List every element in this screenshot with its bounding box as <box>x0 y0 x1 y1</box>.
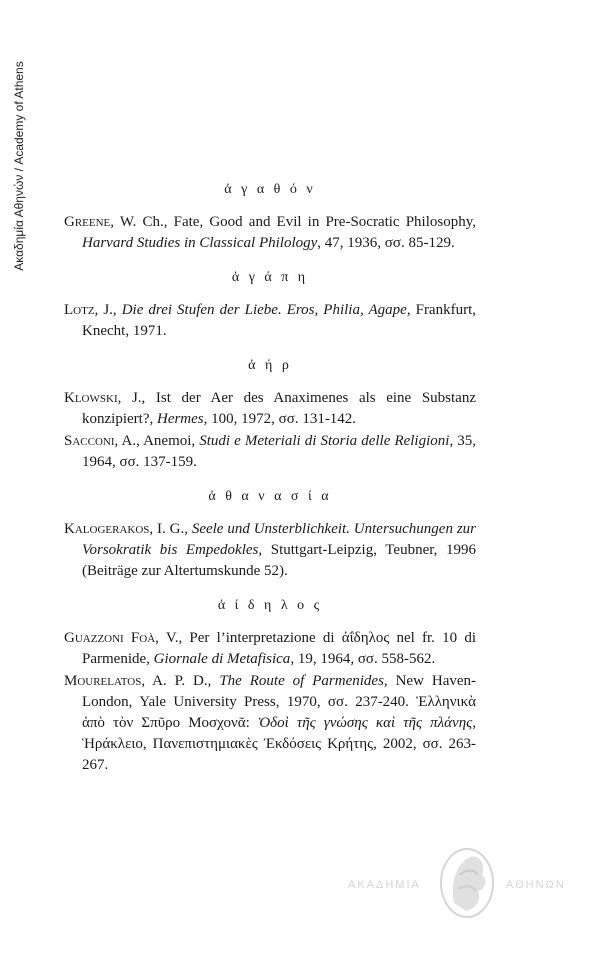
entry-tail-greek: , Ἡράκλειο, Πανεπιστημιακὲς Ἐκδόσεις Κρήτης, 2002, σσ. 263-267. <box>82 715 476 773</box>
entry-list <box>64 628 476 776</box>
bibliography-entry <box>64 212 476 254</box>
entry-list <box>64 300 476 342</box>
section-athanasia <box>64 489 476 582</box>
entry-text: , A. P. D., <box>141 673 220 689</box>
entry-tail: , 47, 1936, σσ. 85-129. <box>317 235 455 251</box>
section-aidelos <box>64 598 476 776</box>
entry-author: Greene <box>64 214 111 230</box>
entry-text: , I. G., <box>149 521 192 537</box>
bibliography-entry <box>64 628 476 670</box>
entry-list <box>64 212 476 254</box>
bibliography-page <box>64 182 476 792</box>
entry-journal: Studi e Meteriali di Storia delle Religioni <box>199 433 450 449</box>
section-heading: ἀ ί δ η λ ο ς <box>217 598 323 613</box>
sidebar-note <box>4 46 34 286</box>
sidebar-note-text: Ακαδημία Αθηνών / Academy of Athens <box>12 61 26 271</box>
entry-text: , V., Per l’interpretazione di ἀΐδηλος nel fr. 10 di Parmenide, <box>82 630 476 667</box>
entry-list <box>64 388 476 473</box>
entry-text: , J., <box>94 302 122 318</box>
entry-tail: , 35, 1964, σσ. 137-159. <box>82 433 477 470</box>
entry-text: , J., Ist der Aer des Anaximenes als eine Substanz konzipiert?, <box>82 390 476 427</box>
section-heading: ἀ γ α θ ό ν <box>224 182 316 197</box>
entry-journal: The Route of Parmenides <box>219 673 384 689</box>
entry-author: Mourelatos <box>64 673 142 689</box>
entry-author: Klowski <box>64 390 118 406</box>
entry-journal-greek: Ὁδοὶ τῆς γνώσης καὶ τῆς πλάνης <box>257 715 473 731</box>
bibliography-entry <box>64 671 476 776</box>
entry-tail: , 100, 1972, σσ. 131-142. <box>203 411 357 427</box>
entry-journal: Harvard Studies in Classical Philology <box>82 235 318 251</box>
entry-author: Kalogerakos <box>64 521 150 537</box>
entry-list <box>64 519 476 582</box>
section-heading: ἀ γ ά π η <box>231 270 309 285</box>
athena-seal-icon <box>436 845 498 921</box>
entry-author: Lotz <box>64 302 95 318</box>
entry-text: , A., Anemoi, <box>114 433 200 449</box>
section-heading: ἀ θ α ν α σ ί α <box>208 489 332 504</box>
entry-tail: , Stuttgart-Leipzig, Teubner, 1996 (Beiträge zur Altertumskunde 52). <box>82 542 476 579</box>
entry-tail: , New Haven-London, Yale University Press, 1970, σσ. 237-240. Ἑλληνικὰ ἀπὸ τὸν Σπῦρο Μοσχονᾶ: <box>82 673 476 731</box>
section-agathon <box>64 182 476 254</box>
entry-journal: Die drei Stufen der Liebe. Eros, Philia, Agape <box>121 302 407 318</box>
entry-text: , W. Ch., Fate, Good and Evil in Pre-Socratic Philosophy, <box>110 214 476 230</box>
section-agape <box>64 270 476 342</box>
bibliography-entry <box>64 519 476 582</box>
entry-journal: Hermes <box>156 411 204 427</box>
bibliography-entry <box>64 300 476 342</box>
entry-author: Guazzoni Foà <box>64 630 156 646</box>
entry-tail: , 19, 1964, σσ. 558-562. <box>290 651 436 667</box>
entry-journal: Seele und Unsterblichkeit. Untersuchungen zur Vorsokratik bis Empedokles <box>82 521 476 558</box>
watermark-text-left: ΑΚΑΔΗΜΙΑ <box>348 879 421 891</box>
section-aer <box>64 358 476 473</box>
academy-watermark <box>340 845 590 925</box>
entry-author: Sacconi <box>64 433 115 449</box>
bibliography-entry <box>64 388 476 430</box>
watermark-text-right: ΑΘΗΝΩΝ <box>506 879 566 891</box>
bibliography-entry <box>64 431 476 473</box>
entry-journal: Giornale di Metafisica <box>153 651 291 667</box>
section-heading: ἀ ή ρ <box>248 358 292 373</box>
entry-tail: , Frankfurt, Knecht, 1971. <box>82 302 477 339</box>
